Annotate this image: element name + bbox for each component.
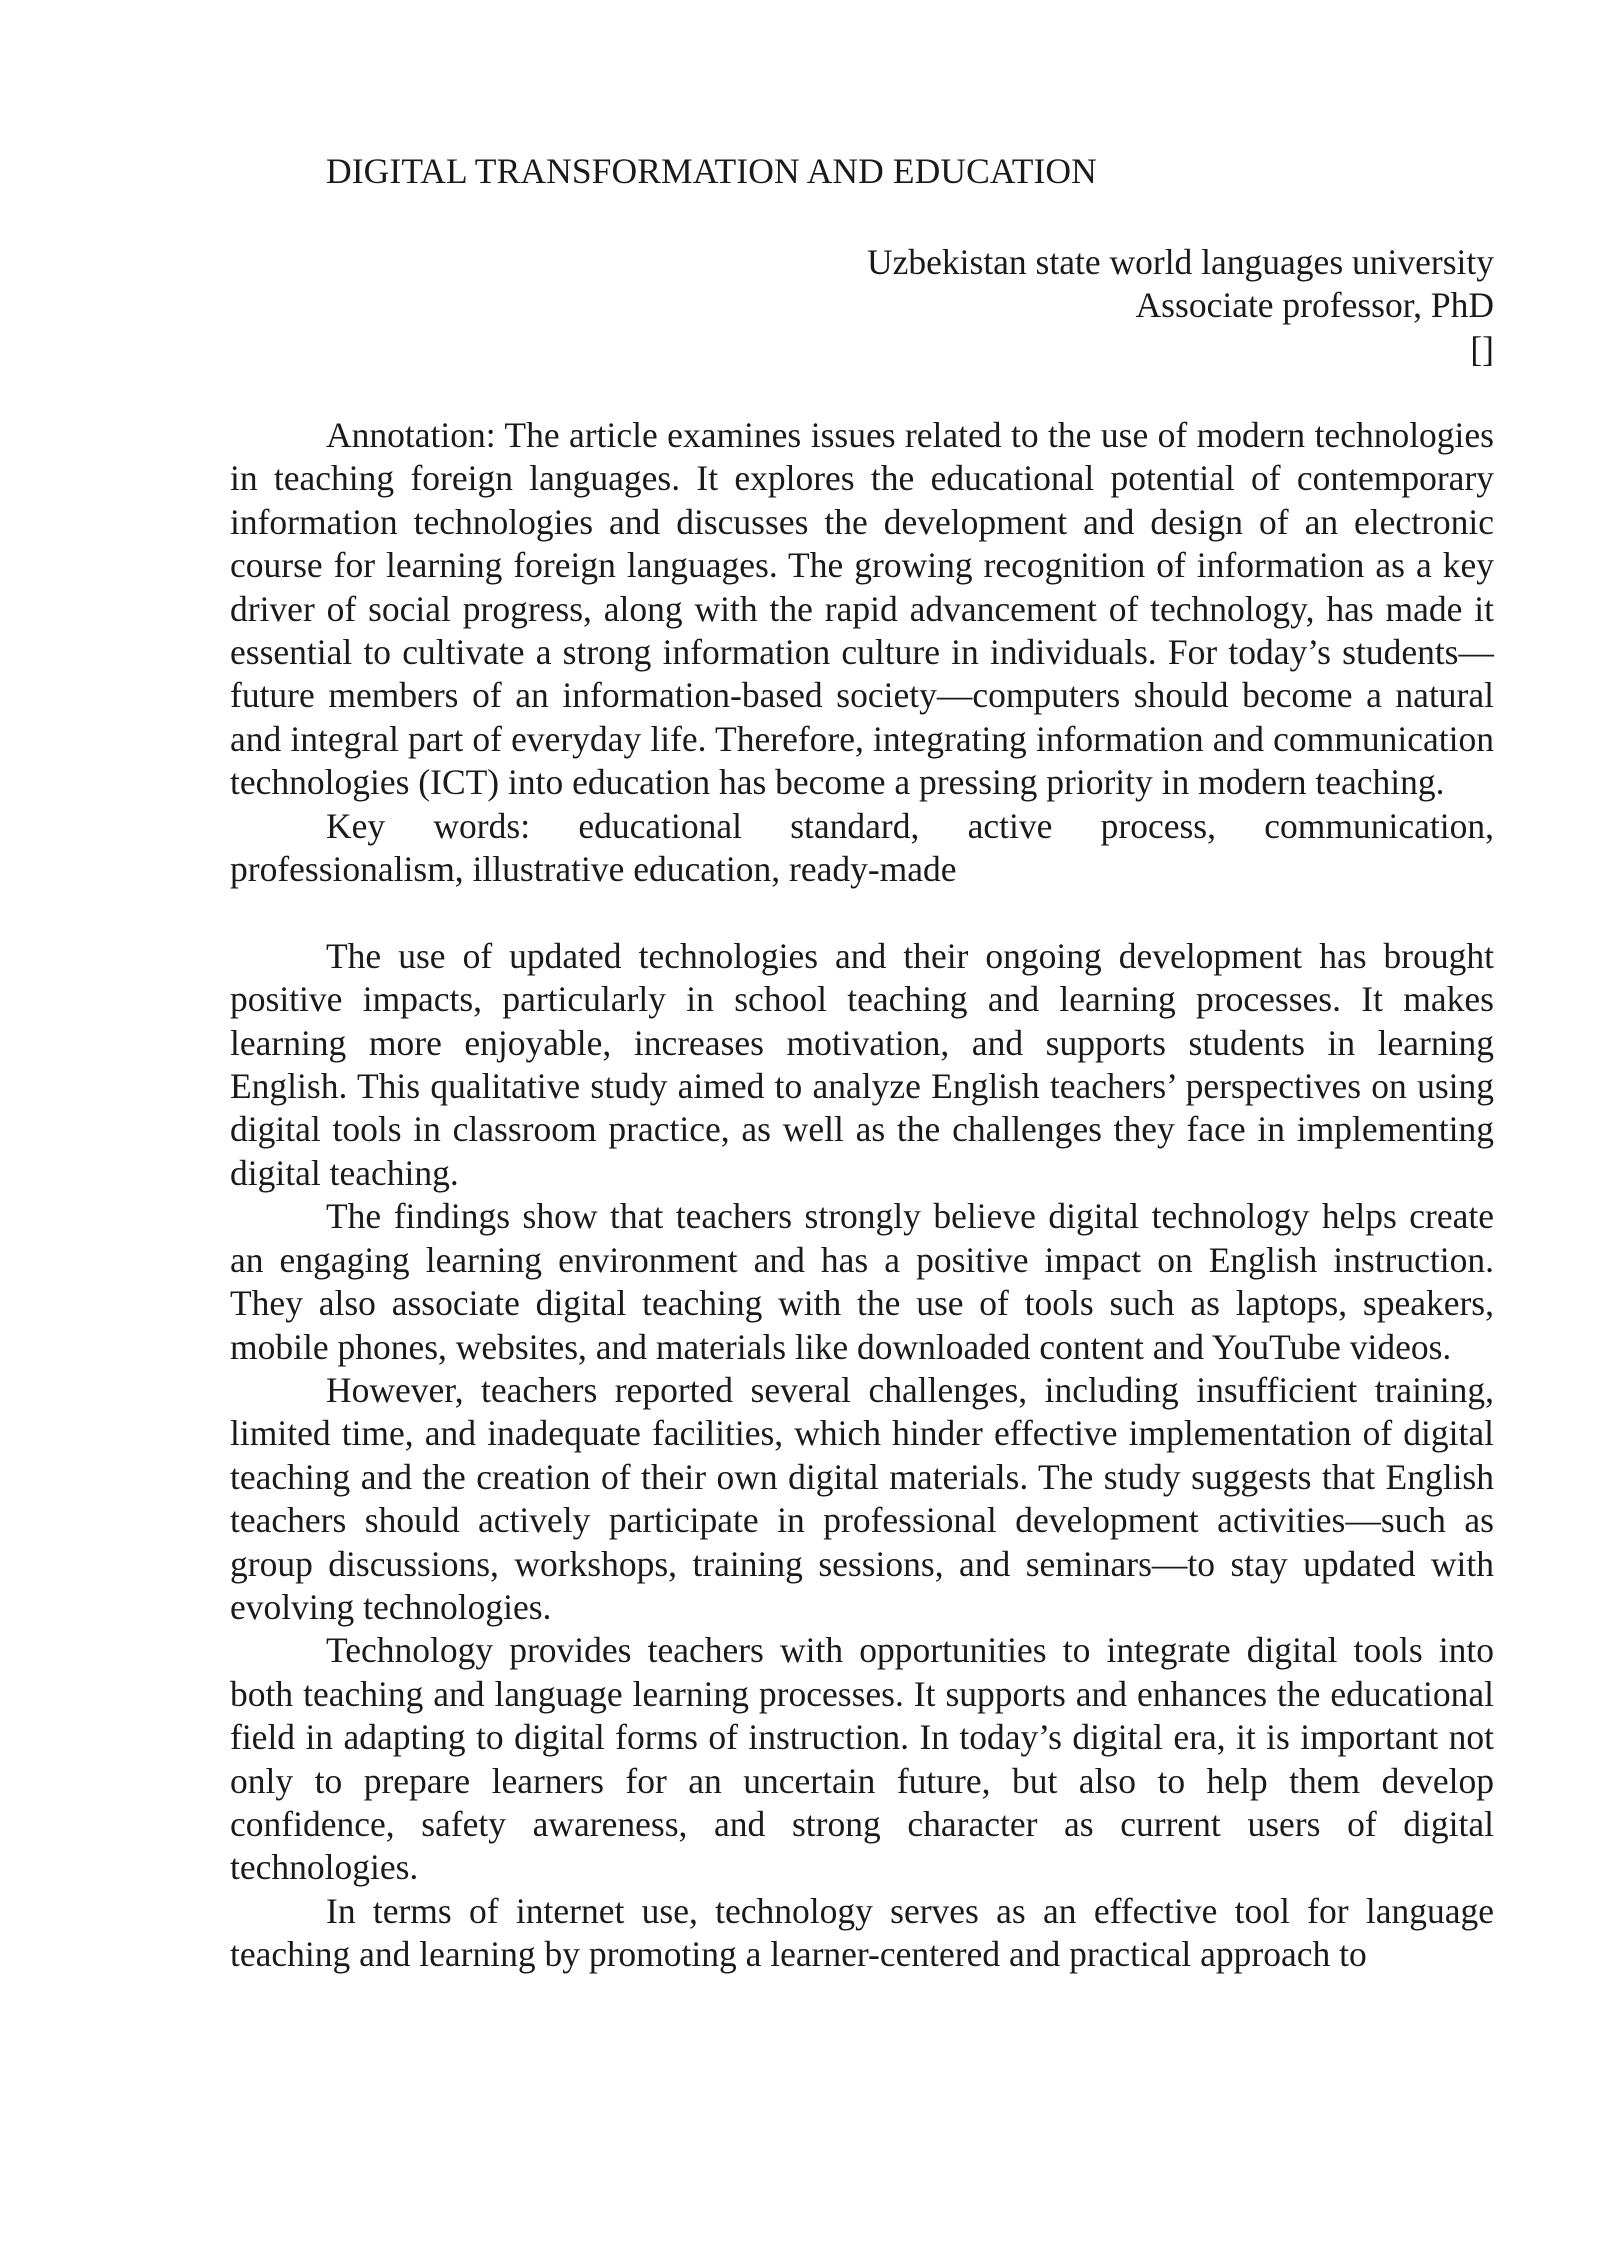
author-affiliation xyxy=(694,241,1494,371)
body-paragraph: The findings show that teachers strongly believe digital technology helps create an engaging learning environment and has a positive impact on English instruction. They also associate digital teaching with the use of tools such as laptops, speakers, mobile phones, websites, and materials like downloaded content and YouTube videos. xyxy=(230,1196,1494,1367)
author-name-placeholder: [] xyxy=(1470,328,1494,369)
keywords-paragraph: Key words: educational standard, active process, communication, professionalism, illustrative education, ready-made xyxy=(230,805,1494,890)
body-paragraph: The use of updated technologies and their ongoing development has brought positive impacts, particularly in school teaching and learning processes. It makes learning more enjoyable, increases motivation, and supports students in learning English. This qualitative study aimed to analyze English teachers’ perspectives on using digital tools in classroom practice, as well as the challenges they face in implementing digital teaching. xyxy=(230,935,1494,1193)
annotation-paragraph: Annotation: The article examines issues related to the use of modern technologies in teaching foreign languages. It explores the educational potential of contemporary information technologies and discusses the development and design of an electronic course for learning foreign languages. The growing recognition of information as a key driver of social progress, along with the rapid advancement of technology, has made it essential to cultivate a strong information culture in individuals. For today’s students—future members of an information-based society—computers should become a natural and integral part of everyday life. Therefore, integrating information and communication technologies (ICT) into education has become a pressing priority in modern teaching. xyxy=(230,415,1494,803)
document-title: DIGITAL TRANSFORMATION AND EDUCATION xyxy=(326,151,1097,191)
author-position: Associate professor, PhD xyxy=(1135,285,1494,326)
body-paragraph: However, teachers reported several challenges, including insufficient training, limited time, and inadequate facilities, which hinder effective implementation of digital teaching and the creation of their own digital materials. The study suggests that English teachers should actively participate in professional development activities—such as group discussions, workshops, training sessions, and seminars—to stay updated with evolving technologies. xyxy=(230,1369,1494,1627)
university-name: Uzbekistan state world languages university xyxy=(866,242,1494,282)
article-body xyxy=(230,414,1494,1977)
body-paragraph: In terms of internet use, technology serves as an effective tool for language teaching and learning by promoting a learner-centered and practical approach to xyxy=(230,1890,1494,1975)
body-paragraph: Technology provides teachers with opportunities to integrate digital tools into both teaching and language learning processes. It supports and enhances the educational field in adapting to digital forms of instruction. In today’s digital era, it is important not only to prepare learners for an uncertain future, but also to help them develop confidence, safety awareness, and strong character as current users of digital technologies. xyxy=(230,1630,1494,1888)
